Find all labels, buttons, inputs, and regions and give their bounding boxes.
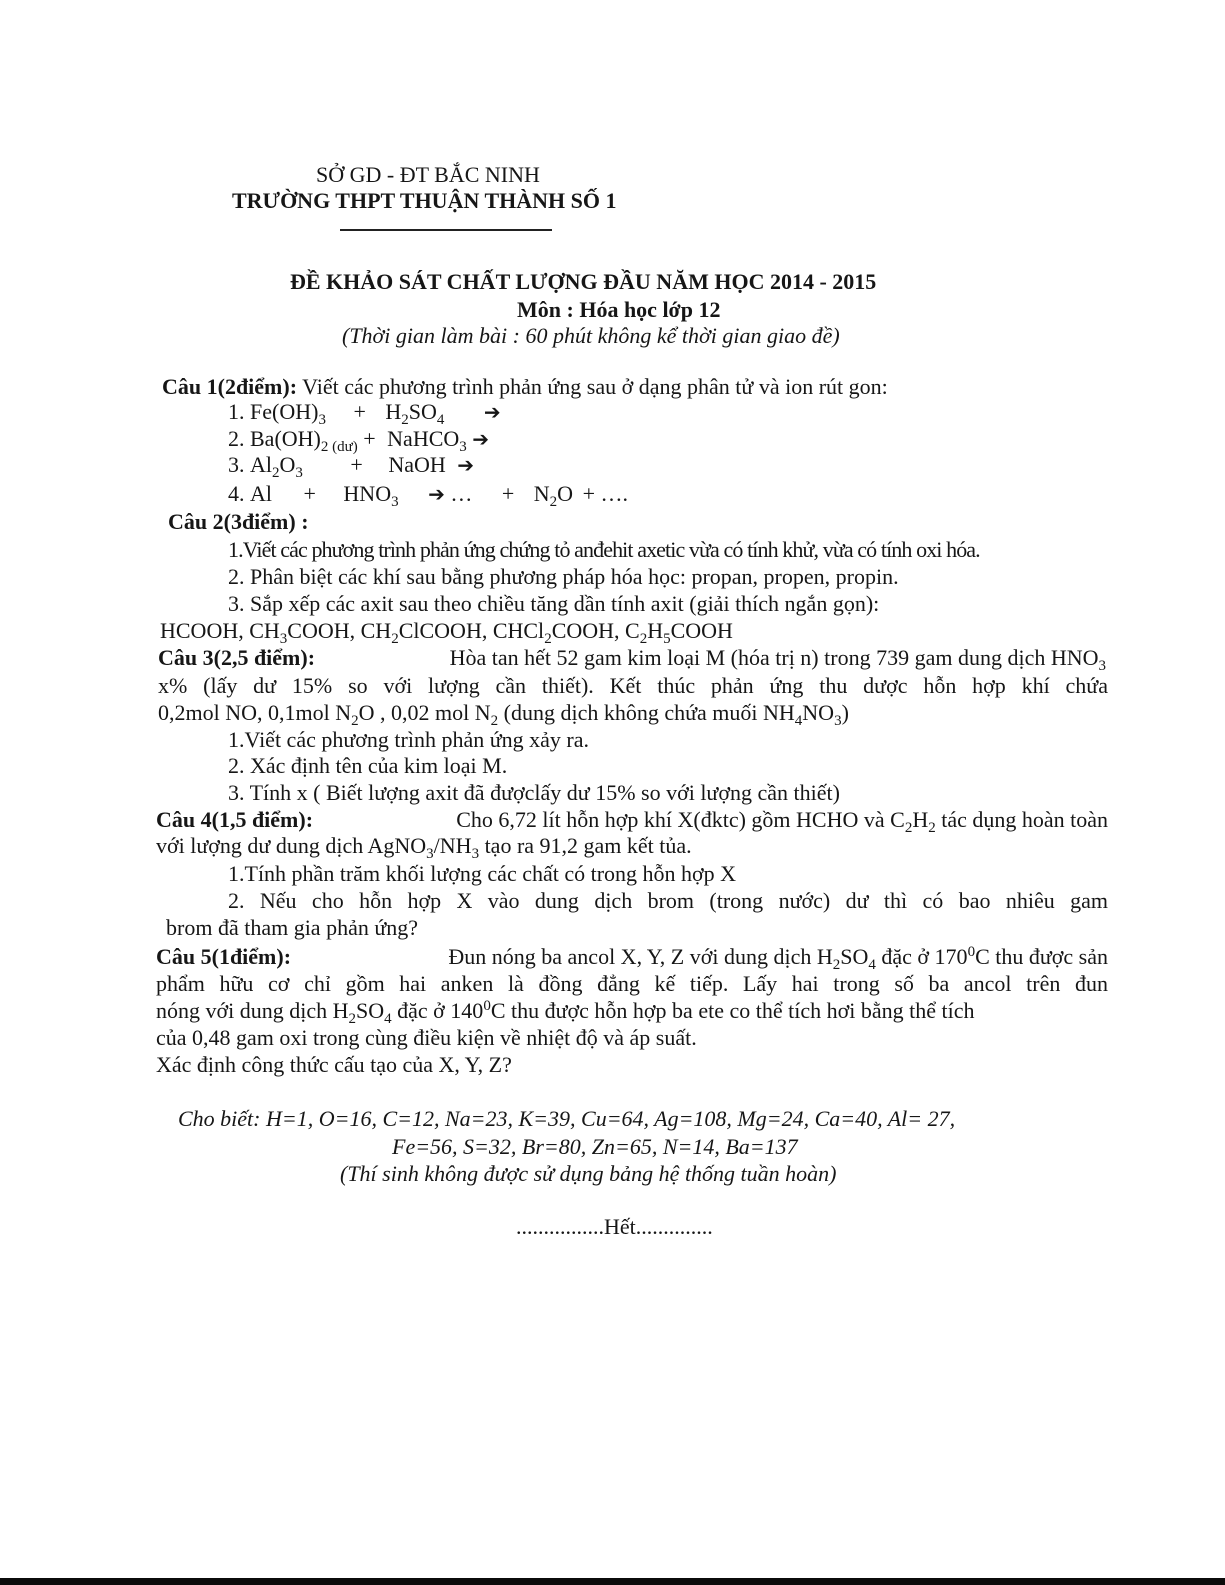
- question-5-line-5: Xác định công thức cấu tạo của X, Y, Z?: [156, 1052, 512, 1077]
- end-marker: ................Hết..............: [516, 1214, 713, 1239]
- exam-time: (Thời gian làm bài : 60 phút không kể thời gian giao đề): [342, 323, 840, 348]
- equation-2: 2. $Ba(OH)_{2 (dư)}$ + NaHCO$_3$ ➔: [228, 426, 490, 455]
- question-5-line-1: Câu 5(1điểm): Đun nóng ba ancol X, Y, Z với dung dịch $H_2SO_4$ đặc ở $170^0C$ thu được sản: [156, 944, 1108, 973]
- question-2-acid-list: HCOOH, $CH_3COOH$, $CH_2ClCOOH$, CHCl$_2$COOH, $C_2H_5COOH$: [160, 618, 733, 647]
- question-3-item-1: 1.Viết các phương trình phản ứng xảy ra.: [228, 727, 590, 752]
- question-1-heading: [162, 373, 888, 400]
- question-3-label: Câu 3(2,5 điểm):: [158, 645, 316, 670]
- atomic-masses-line-1: Cho biết: H=1, O=16, C=12, Na=23, K=39, Cu=64, Ag=108, Mg=24, Ca=40, Al= 27,: [178, 1106, 956, 1131]
- department-name: SỞ GD - ĐT BẮC NINH: [316, 162, 540, 187]
- question-5-line-2: phẩm hữu cơ chỉ gồm hai anken là đồng đẳng kế tiếp. Lấy hai trong số ba ancol trên đun: [156, 971, 1108, 996]
- reaction-arrow-icon: ➔: [472, 427, 490, 451]
- reaction-arrow-icon: ➔: [428, 482, 445, 506]
- question-1-text: Viết các phương trình phản ứng sau ở dạng phân tử và ion rút gon:: [302, 374, 888, 399]
- school-name: TRƯỜNG THPT THUẬN THÀNH SỐ 1: [232, 188, 617, 213]
- exam-subject: Môn : Hóa học lớp 12: [517, 297, 721, 322]
- question-4-item-1: 1.Tính phần trăm khối lượng các chất có trong hỗn hợp X: [228, 861, 737, 886]
- question-3-item-3: 3. Tính x ( Biết lượng axit đã đượclấy dư 15% so với lượng cần thiết): [228, 780, 840, 805]
- question-2-item-1: 1.Viết các phương trình phản ứng chứng tỏ anđehit axetic vừa có tính khử, vừa có tính oxi hóa.: [228, 537, 980, 562]
- scan-bottom-edge: [0, 1578, 1225, 1585]
- equation-1: 1. $Fe(OH)_3 + H_2SO_4$ ➔: [228, 399, 501, 428]
- equation-3: 3. $Al_2O_3$ + NaOH ➔: [228, 452, 475, 481]
- header-divider: [340, 229, 552, 231]
- question-5-line-4: của 0,48 gam oxi trong cùng điều kiện về nhiệt độ và áp suất.: [156, 1025, 697, 1050]
- exam-title: ĐỀ KHẢO SÁT CHẤT LƯỢNG ĐẦU NĂM HỌC 2014 - 2015: [290, 269, 877, 294]
- question-3-line-1: Câu 3(2,5 điểm): Hòa tan hết 52 gam kim loại M (hóa trị n) trong 739 gam dung dịch $HNO_3$: [158, 645, 1106, 674]
- question-2-label: Câu 2(3điểm) :: [168, 509, 309, 534]
- question-1-label: Câu 1(2điểm):: [162, 374, 298, 399]
- question-3-line-2: x% (lấy dư 15% so với lượng cần thiết). Kết thúc phản ứng thu dược hỗn hợp khí chứa: [158, 673, 1108, 698]
- question-5-label: Câu 5(1điểm):: [156, 944, 292, 969]
- periodic-table-note: (Thí sinh không được sử dụng bảng hệ thống tuần hoàn): [340, 1161, 837, 1186]
- question-3-item-2: 2. Xác định tên của kim loại M.: [228, 753, 508, 778]
- question-5-line-3: nóng với dung dịch $H_2SO_4$ đặc ở $140^0C$ thu được hỗn hợp ba ete co thể tích hơi bằng thể tích: [156, 998, 975, 1027]
- reaction-arrow-icon: ➔: [457, 453, 475, 477]
- question-4-item-2: 2. Nếu cho hỗn hợp X vào dung dịch brom (trong nước) dư thì có bao nhiêu gam: [228, 888, 1108, 913]
- question-4-line-2: với lượng dư dung dịch $AgNO_3/NH_3$ tạo ra 91,2 gam kết tủa.: [156, 833, 692, 862]
- question-4-line-1: Câu 4(1,5 điểm): Cho 6,72 lít hỗn hợp khí X(đktc) gồm HCHO và $C_2H_2$ tác dụng hoàn toàn: [156, 807, 1108, 836]
- atomic-masses-line-2: Fe=56, S=32, Br=80, Zn=65, N=14, Ba=137: [392, 1134, 798, 1159]
- question-4-item-2-continued: brom đã tham gia phản ứng?: [166, 915, 419, 940]
- equation-4: 4. $Al + HNO_3$ ➔ … + $N_2O$ + ….: [228, 481, 628, 510]
- question-4-label: Câu 4(1,5 điểm):: [156, 807, 314, 832]
- reaction-arrow-icon: ➔: [483, 400, 501, 424]
- question-2-item-3: 3. Sắp xếp các axit sau theo chiều tăng dần tính axit (giải thích ngắn gọn):: [228, 591, 880, 616]
- question-3-line-3: 0,2mol NO, 0,1mol $N_2O$ , 0,02 mol $N_2$ (dung dịch không chứa muối $NH_4NO_3$): [158, 700, 849, 729]
- question-2-item-2: 2. Phân biệt các khí sau bằng phương pháp hóa học: propan, propen, propin.: [228, 564, 899, 589]
